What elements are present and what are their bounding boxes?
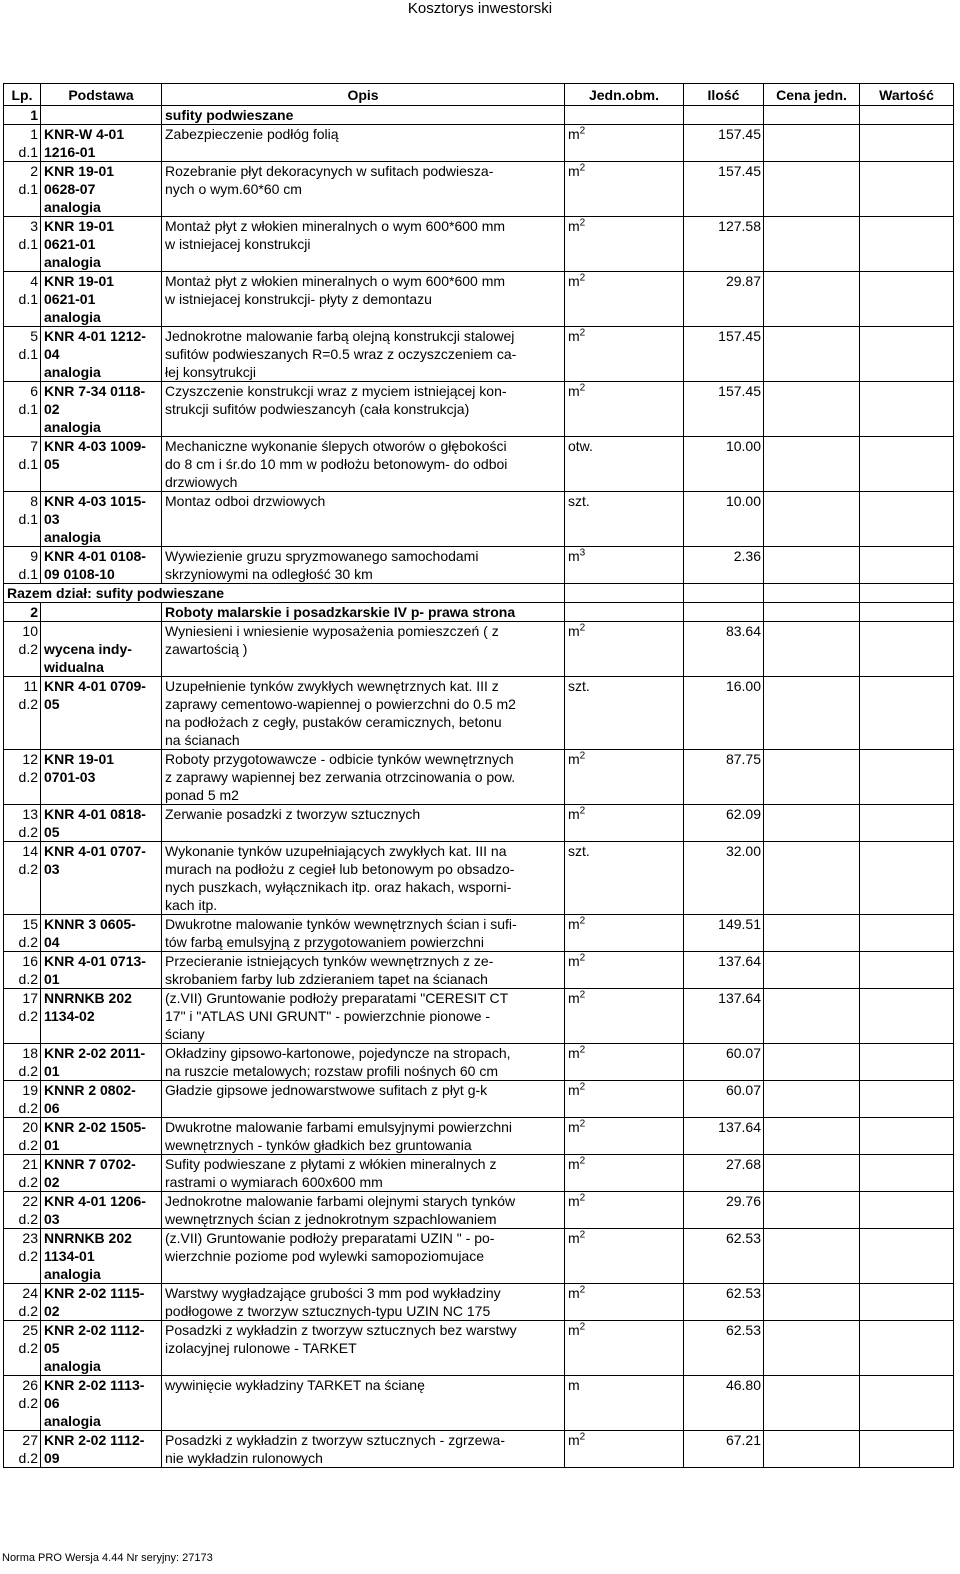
unit-cell: $m^2$: [565, 1192, 684, 1229]
row-lp: 10 d.2: [4, 622, 41, 677]
section-name: sufity podwieszane: [162, 106, 565, 125]
row-ilosc: 10.00: [684, 492, 764, 547]
row-wartosc: [860, 842, 954, 915]
row-ilosc: 83.64: [684, 622, 764, 677]
table-row: [4, 162, 954, 217]
section-number: 1: [4, 106, 41, 125]
table-row: [4, 327, 954, 382]
unit-cell: $m^2$: [565, 1229, 684, 1284]
row-ilosc: 16.00: [684, 677, 764, 750]
unit-cell: m: [565, 1376, 684, 1431]
row-podstawa: KNR 4-01 0713- 01: [41, 952, 162, 989]
row-wartosc: [860, 1376, 954, 1431]
unit-cell: szt.: [565, 492, 684, 547]
row-opis: Okładziny gipsowo-kartonowe, pojedyncze na stropach, na ruszcie metalowych; rozstaw profili nośnych 60 cm: [162, 1044, 565, 1081]
row-opis: Sufity podwieszane z płytami z włókien mineralnych z rastrami o wymiarach 600x600 mm: [162, 1155, 565, 1192]
row-ilosc: 62.53: [684, 1321, 764, 1376]
table-row: [4, 1118, 954, 1155]
table-header: [4, 84, 954, 106]
row-cena: [764, 1081, 860, 1118]
row-lp: 20 d.2: [4, 1118, 41, 1155]
unit-cell: $m^3$: [565, 547, 684, 584]
row-podstawa: KNR 2-02 2011- 01: [41, 1044, 162, 1081]
unit-cell: $m^2$: [565, 125, 684, 162]
col-cena: Cena jedn.: [764, 84, 860, 106]
row-wartosc: [860, 217, 954, 272]
row-wartosc: [860, 1155, 954, 1192]
row-cena: [764, 382, 860, 437]
section-total-blank: [764, 584, 860, 603]
col-jedn: Jedn.obm.: [565, 84, 684, 106]
row-podstawa: KNR 4-01 0108- 09 0108-10: [41, 547, 162, 584]
row-cena: [764, 622, 860, 677]
row-wartosc: [860, 1321, 954, 1376]
unit-cell: szt.: [565, 842, 684, 915]
unit-cell: $m^2$: [565, 915, 684, 952]
row-lp: 4 d.1: [4, 272, 41, 327]
row-podstawa: KNR 4-03 1015- 03 analogia: [41, 492, 162, 547]
row-ilosc: 29.76: [684, 1192, 764, 1229]
table-row: [4, 750, 954, 805]
unit-cell: $m^2$: [565, 805, 684, 842]
unit-cell: $m^2$: [565, 1118, 684, 1155]
row-cena: [764, 1044, 860, 1081]
row-lp: 6 d.1: [4, 382, 41, 437]
row-cena: [764, 842, 860, 915]
col-opis: Opis: [162, 84, 565, 106]
row-podstawa: KNR 4-01 0709- 05: [41, 677, 162, 750]
row-ilosc: 157.45: [684, 125, 764, 162]
unit-cell: $m^2$: [565, 272, 684, 327]
table-row: [4, 805, 954, 842]
row-ilosc: 46.80: [684, 1376, 764, 1431]
row-cena: [764, 915, 860, 952]
row-cena: [764, 1229, 860, 1284]
table-row: [4, 492, 954, 547]
table-row: [4, 842, 954, 915]
unit-cell: $m^2$: [565, 750, 684, 805]
unit-cell: $m^2$: [565, 1081, 684, 1118]
row-wartosc: [860, 989, 954, 1044]
row-opis: Zerwanie posadzki z tworzyw sztucznych: [162, 805, 565, 842]
row-lp: 1 d.1: [4, 125, 41, 162]
row-lp: 22 d.2: [4, 1192, 41, 1229]
row-wartosc: [860, 952, 954, 989]
row-lp: 25 d.2: [4, 1321, 41, 1376]
row-wartosc: [860, 805, 954, 842]
row-ilosc: 2.36: [684, 547, 764, 584]
row-cena: [764, 1376, 860, 1431]
row-opis: Wyniesieni i wniesienie wyposażenia pomieszczeń ( z zawartością ): [162, 622, 565, 677]
row-wartosc: [860, 677, 954, 750]
row-wartosc: [860, 125, 954, 162]
unit-cell: $m^2$: [565, 989, 684, 1044]
row-wartosc: [860, 750, 954, 805]
row-ilosc: 149.51: [684, 915, 764, 952]
row-lp: 2 d.1: [4, 162, 41, 217]
unit-cell: $m^2$: [565, 217, 684, 272]
section-header: [4, 106, 954, 125]
table-row: [4, 677, 954, 750]
table-row: [4, 622, 954, 677]
row-wartosc: [860, 1229, 954, 1284]
row-ilosc: 62.53: [684, 1229, 764, 1284]
row-wartosc: [860, 1192, 954, 1229]
section-blank: [764, 106, 860, 125]
row-opis: Mechaniczne wykonanie ślepych otworów o głębokości do 8 cm i śr.do 10 mm w podłożu betonowym- do odboi drzwiowych: [162, 437, 565, 492]
row-podstawa: KNR 2-02 1112- 05 analogia: [41, 1321, 162, 1376]
row-podstawa: KNR 4-01 1212- 04 analogia: [41, 327, 162, 382]
row-podstawa: KNNR 3 0605- 04: [41, 915, 162, 952]
footer-license: Norma PRO Wersja 4.44 Nr seryjny: 27173: [2, 1552, 213, 1564]
unit-cell: $m^2$: [565, 327, 684, 382]
section-blank: [684, 603, 764, 622]
row-lp: 18 d.2: [4, 1044, 41, 1081]
row-cena: [764, 677, 860, 750]
section-blank: [684, 106, 764, 125]
unit-cell: $m^2$: [565, 162, 684, 217]
section-total-blank: [565, 584, 684, 603]
section-header: [4, 603, 954, 622]
table-row: [4, 1081, 954, 1118]
row-lp: 15 d.2: [4, 915, 41, 952]
row-lp: 8 d.1: [4, 492, 41, 547]
row-podstawa: KNR 19-01 0628-07 analogia: [41, 162, 162, 217]
col-podstawa: Podstawa: [41, 84, 162, 106]
row-lp: 16 d.2: [4, 952, 41, 989]
row-cena: [764, 805, 860, 842]
table-row: [4, 1376, 954, 1431]
section-total-row: [4, 584, 954, 603]
table-row: [4, 382, 954, 437]
row-wartosc: [860, 327, 954, 382]
table-row: [4, 952, 954, 989]
section-blank: [565, 106, 684, 125]
row-lp: 13 d.2: [4, 805, 41, 842]
row-opis: Przecieranie istniejących tynków wewnętrznych z ze- skrobaniem farby lub zdzieraniem tapet na ścianach: [162, 952, 565, 989]
row-opis: Posadzki z wykładzin z tworzyw sztucznych - zgrzewa- nie wykładzin rulonowych: [162, 1431, 565, 1468]
row-ilosc: 67.21: [684, 1431, 764, 1468]
row-cena: [764, 125, 860, 162]
row-cena: [764, 1155, 860, 1192]
row-ilosc: 157.45: [684, 162, 764, 217]
row-ilosc: 157.45: [684, 327, 764, 382]
row-opis: Jednokrotne malowanie farbą olejną konstrukcji stalowej sufitów podwieszanych R=0.5 wraz z oczyszczeniem ca- łej konsytrukcji: [162, 327, 565, 382]
page-title: Kosztorys inwestorski: [407, 0, 553, 17]
row-ilosc: 10.00: [684, 437, 764, 492]
row-opis: Gładzie gipsowe jednowarstwowe sufitach z płyt g-k: [162, 1081, 565, 1118]
row-cena: [764, 1284, 860, 1321]
section-name: Roboty malarskie i posadzkarskie IV p- prawa strona: [162, 603, 565, 622]
row-ilosc: 137.64: [684, 1118, 764, 1155]
unit-cell: $m^2$: [565, 1284, 684, 1321]
row-ilosc: 157.45: [684, 382, 764, 437]
row-lp: 7 d.1: [4, 437, 41, 492]
table-row: [4, 1229, 954, 1284]
row-podstawa: KNR 2-02 1112- 09: [41, 1431, 162, 1468]
row-podstawa: KNR 19-01 0621-01 analogia: [41, 217, 162, 272]
row-cena: [764, 272, 860, 327]
row-lp: 11 d.2: [4, 677, 41, 750]
row-opis: Rozebranie płyt dekoracynych w sufitach podwiesza- nych o wym.60*60 cm: [162, 162, 565, 217]
col-wartosc: Wartość: [860, 84, 954, 106]
row-ilosc: 127.58: [684, 217, 764, 272]
row-ilosc: 32.00: [684, 842, 764, 915]
row-cena: [764, 437, 860, 492]
row-lp: 24 d.2: [4, 1284, 41, 1321]
section-number: 2: [4, 603, 41, 622]
unit-cell: $m^2$: [565, 1321, 684, 1376]
row-podstawa: KNR-W 4-01 1216-01: [41, 125, 162, 162]
row-podstawa: KNR 4-01 0707- 03: [41, 842, 162, 915]
row-podstawa: KNNR 7 0702- 02: [41, 1155, 162, 1192]
unit-cell: $m^2$: [565, 1044, 684, 1081]
section-blank: [764, 603, 860, 622]
row-cena: [764, 217, 860, 272]
row-lp: 19 d.2: [4, 1081, 41, 1118]
unit-cell: otw.: [565, 437, 684, 492]
row-ilosc: 137.64: [684, 989, 764, 1044]
table-row: [4, 1192, 954, 1229]
row-ilosc: 29.87: [684, 272, 764, 327]
row-podstawa: KNR 2-02 1115- 02: [41, 1284, 162, 1321]
table-row: [4, 437, 954, 492]
row-opis: Montaz odboi drzwiowych: [162, 492, 565, 547]
row-podstawa: KNR 4-03 1009- 05: [41, 437, 162, 492]
row-ilosc: 137.64: [684, 952, 764, 989]
table-row: [4, 1044, 954, 1081]
col-ilosc: Ilość: [684, 84, 764, 106]
row-podstawa: wycena indy- widualna: [41, 622, 162, 677]
row-cena: [764, 1118, 860, 1155]
row-podstawa: NNRNKB 202 1134-02: [41, 989, 162, 1044]
table-row: [4, 1431, 954, 1468]
table-row: [4, 915, 954, 952]
row-ilosc: 62.09: [684, 805, 764, 842]
unit-cell: $m^2$: [565, 952, 684, 989]
row-wartosc: [860, 915, 954, 952]
row-lp: 14 d.2: [4, 842, 41, 915]
row-opis: Wywiezienie gruzu spryzmowanego samochodami skrzyniowymi na odległość 30 km: [162, 547, 565, 584]
row-ilosc: 27.68: [684, 1155, 764, 1192]
section-blank: [565, 603, 684, 622]
row-cena: [764, 952, 860, 989]
row-cena: [764, 989, 860, 1044]
col-lp: Lp.: [4, 84, 41, 106]
row-opis: Wykonanie tynków uzupełniających zwykłych kat. III na murach na podłożu z cegieł lub betonowym po obsadzo- nych puszkach, wyłącznikach itp. oraz hakach, wsporni- kach itp.: [162, 842, 565, 915]
row-lp: 21 d.2: [4, 1155, 41, 1192]
row-wartosc: [860, 382, 954, 437]
unit-cell: $m^2$: [565, 622, 684, 677]
unit-cell: $m^2$: [565, 1431, 684, 1468]
row-opis: (z.VII) Gruntowanie podłoży preparatami UZIN " - po- wierzchnie poziome pod wylewki samopoziomujace: [162, 1229, 565, 1284]
row-opis: wywinięcie wykładziny TARKET na ścianę: [162, 1376, 565, 1431]
row-podstawa: KNR 7-34 0118- 02 analogia: [41, 382, 162, 437]
row-podstawa: KNR 2-02 1113- 06 analogia: [41, 1376, 162, 1431]
row-wartosc: [860, 547, 954, 584]
row-wartosc: [860, 492, 954, 547]
row-lp: 5 d.1: [4, 327, 41, 382]
section-blank: [860, 106, 954, 125]
row-opis: Montaż płyt z włokien mineralnych o wym 600*600 mm w istniejacej konstrukcji: [162, 217, 565, 272]
row-podstawa: KNR 19-01 0701-03: [41, 750, 162, 805]
row-wartosc: [860, 162, 954, 217]
row-cena: [764, 1192, 860, 1229]
section-total-blank: [860, 584, 954, 603]
row-podstawa: NNRNKB 202 1134-01 analogia: [41, 1229, 162, 1284]
row-podstawa: KNR 4-01 0818- 05: [41, 805, 162, 842]
row-lp: 9 d.1: [4, 547, 41, 584]
unit-cell: szt.: [565, 677, 684, 750]
row-wartosc: [860, 272, 954, 327]
table-row: [4, 1321, 954, 1376]
row-lp: 26 d.2: [4, 1376, 41, 1431]
row-wartosc: [860, 1431, 954, 1468]
table-row: [4, 217, 954, 272]
row-opis: Posadzki z wykładzin z tworzyw sztucznych bez warstwy izolacyjnej rulonowe - TARKET: [162, 1321, 565, 1376]
row-lp: 17 d.2: [4, 989, 41, 1044]
section-total-blank: [684, 584, 764, 603]
row-cena: [764, 1321, 860, 1376]
row-opis: Uzupełnienie tynków zwykłych wewnętrznych kat. III z zaprawy cementowo-wapiennej o powierzchni do 0.5 m2 na podłożach z cegły, pustaków ceramicznych, betonu na ścianach: [162, 677, 565, 750]
row-cena: [764, 492, 860, 547]
row-lp: 3 d.1: [4, 217, 41, 272]
table-row: [4, 1155, 954, 1192]
row-podstawa: KNR 4-01 1206- 03: [41, 1192, 162, 1229]
row-podstawa: KNR 2-02 1505- 01: [41, 1118, 162, 1155]
row-wartosc: [860, 1044, 954, 1081]
row-lp: 12 d.2: [4, 750, 41, 805]
row-ilosc: 87.75: [684, 750, 764, 805]
cost-estimate-table: [3, 83, 954, 1468]
row-wartosc: [860, 1284, 954, 1321]
row-wartosc: [860, 1081, 954, 1118]
row-lp: 27 d.2: [4, 1431, 41, 1468]
table-row: [4, 125, 954, 162]
section-blank: [860, 603, 954, 622]
row-opis: Czyszczenie konstrukcji wraz z myciem istniejącej kon- strukcji sufitów podwieszancyh (cała konstrukcja): [162, 382, 565, 437]
row-podstawa: KNNR 2 0802- 06: [41, 1081, 162, 1118]
row-opis: Dwukrotne malowanie tynków wewnętrznych ścian i sufi- tów farbą emulsyjną z przygotowaniem powierzchni: [162, 915, 565, 952]
table-row: [4, 547, 954, 584]
section-total-label: Razem dział: sufity podwieszane: [4, 584, 565, 603]
row-ilosc: 60.07: [684, 1044, 764, 1081]
table-row: [4, 1284, 954, 1321]
row-opis: Jednokrotne malowanie farbami olejnymi starych tynków wewnętrznych ścian z jednokrotnym szpachlowaniem: [162, 1192, 565, 1229]
row-cena: [764, 750, 860, 805]
row-cena: [764, 547, 860, 584]
row-cena: [764, 327, 860, 382]
row-wartosc: [860, 622, 954, 677]
row-cena: [764, 162, 860, 217]
row-opis: Warstwy wygładzające grubości 3 mm pod wykładziny podłogowe z tworzyw sztucznych-typu UZIN NC 175: [162, 1284, 565, 1321]
table-row: [4, 989, 954, 1044]
row-opis: Zabezpieczenie podłóg folią: [162, 125, 565, 162]
unit-cell: $m^2$: [565, 1155, 684, 1192]
row-wartosc: [860, 1118, 954, 1155]
table-row: [4, 272, 954, 327]
row-ilosc: 62.53: [684, 1284, 764, 1321]
row-podstawa: KNR 19-01 0621-01 analogia: [41, 272, 162, 327]
row-opis: (z.VII) Gruntowanie podłoży preparatami "CERESIT CT 17" i "ATLAS UNI GRUNT" - powierzchnie pionowe - ściany: [162, 989, 565, 1044]
row-lp: 23 d.2: [4, 1229, 41, 1284]
row-opis: Dwukrotne malowanie farbami emulsyjnymi powierzchni wewnętrznych - tynków gładkich bez gruntowania: [162, 1118, 565, 1155]
row-wartosc: [860, 437, 954, 492]
section-blank: [41, 603, 162, 622]
row-ilosc: 60.07: [684, 1081, 764, 1118]
row-opis: Montaż płyt z włokien mineralnych o wym 600*600 mm w istniejacej konstrukcji- płyty z demontazu: [162, 272, 565, 327]
row-cena: [764, 1431, 860, 1468]
section-blank: [41, 106, 162, 125]
unit-cell: $m^2$: [565, 382, 684, 437]
row-opis: Roboty przygotowawcze - odbicie tynków wewnętrznych z zaprawy wapiennej bez zerwania otrzcinowania o pow. ponad 5 m2: [162, 750, 565, 805]
